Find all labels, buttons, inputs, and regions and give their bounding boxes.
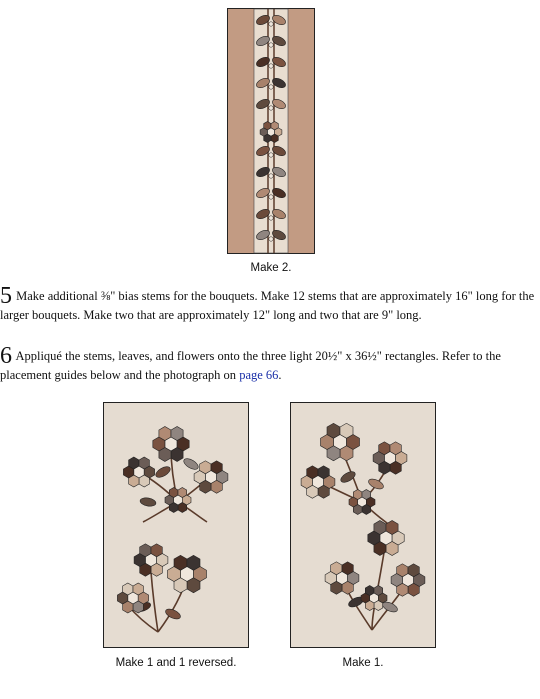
hexagon-petal [133,601,143,613]
step-5-text: Make additional ⅜" bias stems for the bouquets. Make 12 stems that are approximately 16" long for the larger bouquets. Make two that are approximately 12" long and two that are 9" long. [0,289,535,322]
right-figure-caption: Make 1. [342,657,384,669]
left-placement-diagram [103,402,249,648]
bud-dot [269,22,273,26]
right-placement-diagram [290,402,436,648]
top-figure-caption: Make 2. [250,262,292,274]
hexagon-petal [374,586,383,596]
hexagon-petal [365,586,374,596]
step-6-text: Appliqué the stems, leaves, and flowers onto the three light 20½" x 36½" rectangles. Refer to the placement guides below and the photograph on [0,349,501,382]
hexagon-petal [129,457,139,469]
hexagon-petal [362,505,371,515]
hexagon-petal [139,457,149,469]
hexagon-petal [169,488,178,498]
bud-dot [269,43,273,47]
hexagon-petal [178,503,187,513]
step-6-text-end: . [278,368,282,382]
step-5 [0,283,540,325]
step-6-number: 6 [0,343,12,369]
hexagon-petal [271,134,278,142]
hexagon-petal [123,583,133,595]
hexagon-petal [264,122,271,130]
left-placement-guide [103,402,249,648]
bud-dot [269,106,273,110]
bud-dot [269,216,273,220]
bud-dot [269,237,273,241]
page-66-link[interactable]: page 66 [239,368,279,382]
bud-dot [269,174,273,178]
hexagon-petal [353,490,362,500]
step-5-number: 5 [0,283,12,309]
hexagon-petal [362,490,371,500]
bud-dot [269,153,273,157]
bud-dot [269,85,273,89]
bud-dot [269,195,273,199]
right-placement-guide [290,402,436,648]
border-strip-diagram [227,8,315,254]
left-figure-caption: Make 1 and 1 reversed. [115,657,237,669]
bud-dot [269,64,273,68]
hexagon-petal [271,122,278,130]
hexagon-petal [178,488,187,498]
hexagon-petal [139,475,149,487]
step-6 [0,343,540,385]
hexagon-petal [133,583,143,595]
hexagon-petal [374,601,383,611]
border-strip-figure [227,8,315,254]
